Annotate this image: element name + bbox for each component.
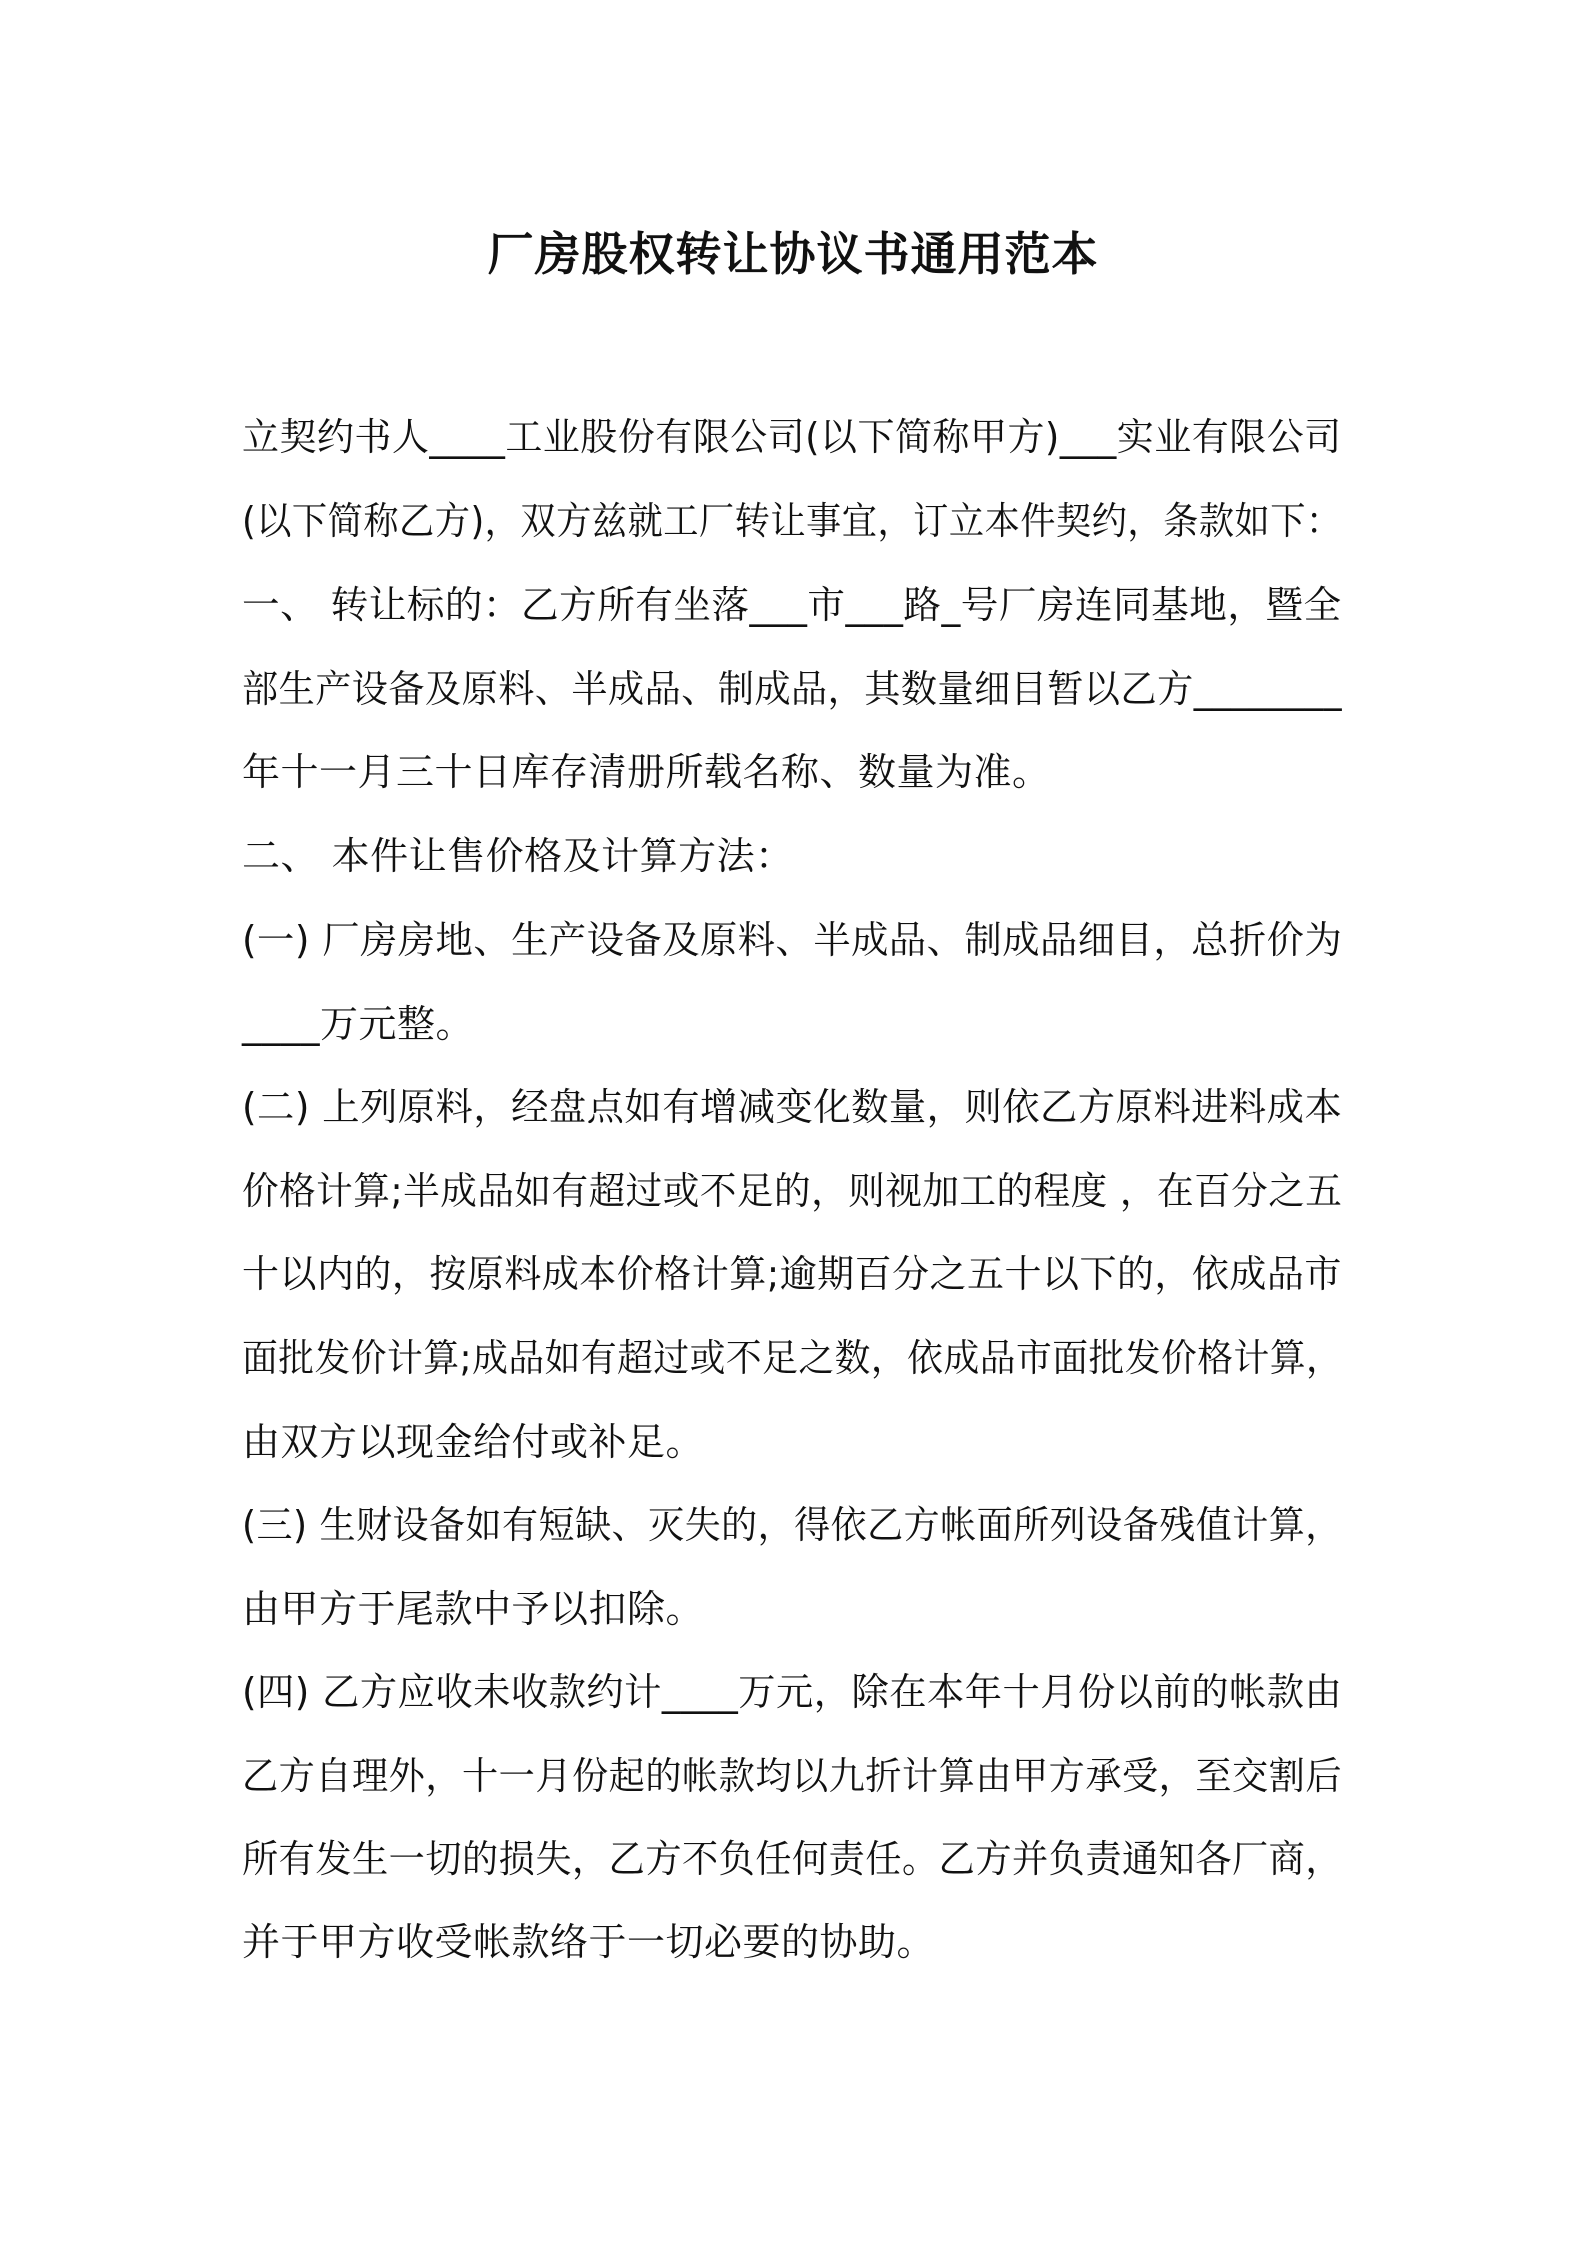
text-line-1: 立契约书人____工业股份有限公司(以下简称甲方)___实业有限公司: [242, 415, 1342, 459]
text-line-9: (二) 上列原料，经盘点如有增减变化数量，则依乙方原料进料成本: [242, 1085, 1343, 1129]
document-title: 厂房股权转让协议书通用范本: [487, 227, 1099, 281]
text-line-12: 面批发价计算;成品如有超过或不足之数，依成品市面批发价格计算，: [242, 1336, 1343, 1380]
text-line-14: (三) 生财设备如有短缺、灭失的，得依乙方帐面所列设备残值计算，: [242, 1503, 1342, 1547]
text-line-18: 所有发生一切的损失，乙方不负任何责任。乙方并负责通知各厂商，: [242, 1837, 1343, 1881]
text-line-19: 并于甲方收受帐款络于一切必要的协助。: [242, 1920, 936, 1964]
text-line-15: 由甲方于尾款中予以扣除。: [242, 1587, 705, 1631]
text-line-7: (一) 厂房房地、生产设备及原料、半成品、制成品细目，总折价为: [242, 918, 1343, 962]
text-line-3: 一、 转让标的：乙方所有坐落___市___路_号厂房连同基地，暨全: [242, 583, 1342, 627]
text-line-17: 乙方自理外，十一月份起的帐款均以九折计算由甲方承受，至交割后: [242, 1754, 1343, 1798]
text-line-8: ____万元整。: [242, 1002, 475, 1046]
text-line-10: 价格计算;半成品如有超过或不足的，则视加工的程度 ，在百分之五: [242, 1169, 1343, 1213]
text-line-13: 由双方以现金给付或补足。: [242, 1420, 705, 1464]
text-line-4: 部生产设备及原料、半成品、制成品，其数量细目暂以乙方________: [242, 667, 1343, 711]
text-line-2: (以下简称乙方)，双方兹就工厂转让事宜，订立本件契约，条款如下：: [242, 499, 1342, 543]
text-line-6: 二、 本件让售价格及计算方法：: [242, 834, 794, 878]
text-line-16: (四) 乙方应收未收款约计____万元，除在本年十月份以前的帐款由: [242, 1670, 1343, 1714]
text-line-11: 十以内的，按原料成本价格计算;逾期百分之五十以下的，依成品市: [242, 1252, 1342, 1296]
text-line-5: 年十一月三十日库存清册所载名称、数量为准。: [242, 750, 1051, 794]
